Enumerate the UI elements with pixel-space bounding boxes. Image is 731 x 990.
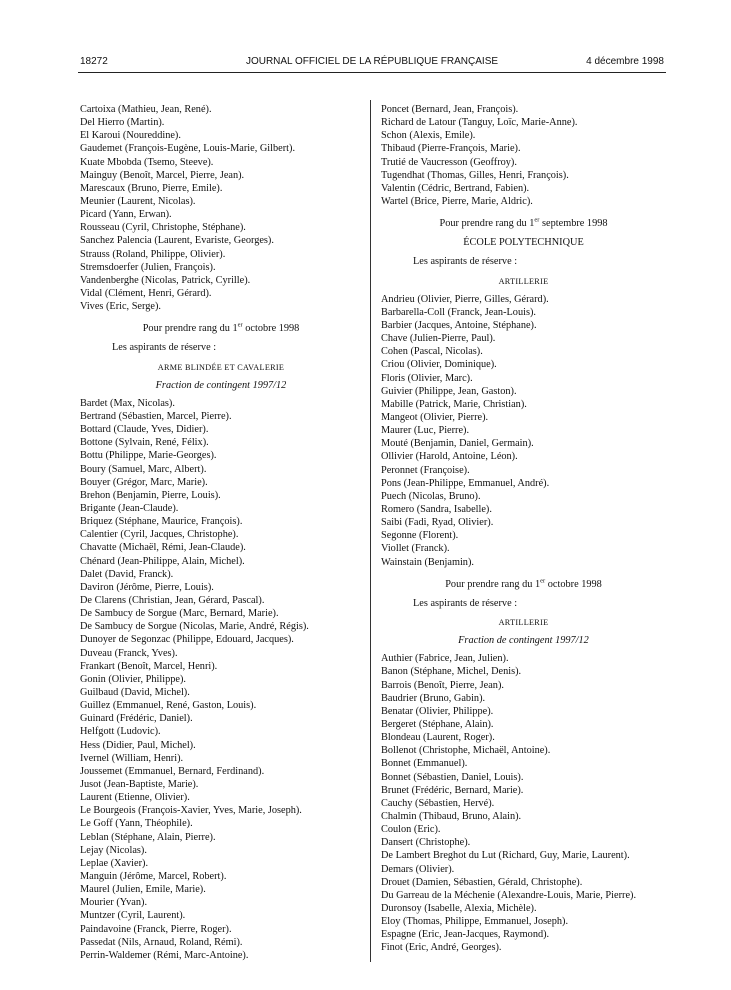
- name-entry: Bergeret (Stéphane, Alain).: [381, 719, 494, 731]
- name-entry: Bertrand (Sébastien, Marcel, Pierre).: [80, 411, 232, 423]
- name-entry: Sanchez Palencia (Laurent, Evariste, Georges).: [80, 235, 274, 247]
- name-entry: Chalmin (Thibaud, Bruno, Alain).: [381, 811, 522, 823]
- name-entry: Duveau (Franck, Yves).: [80, 647, 178, 659]
- category-heading: ARME BLINDÉE ET CAVALERIE: [157, 362, 285, 372]
- name-entry: Wainstain (Benjamin).: [381, 556, 474, 568]
- name-entry: Perrin-Waldemer (Rémi, Marc-Antoine).: [80, 949, 249, 961]
- name-entry: Poncet (Bernard, Jean, François).: [381, 104, 519, 115]
- name-entry: Le Goff (Yann, Théophile).: [80, 818, 193, 830]
- name-entry: El Karoui (Noureddine).: [80, 130, 181, 142]
- name-entry: Helfgott (Ludovic).: [80, 726, 161, 738]
- name-entry: Paindavoine (Franck, Pierre, Roger).: [80, 923, 232, 935]
- name-entry: Ivernel (William, Henri).: [80, 752, 184, 764]
- name-entry: Dunoyer de Segonzac (Philippe, Edouard, Jacques).: [80, 634, 294, 646]
- name-entry: Du Garreau de la Méchenie (Alexandre-Louis, Marie, Pierre).: [381, 889, 637, 901]
- name-entry: Bollenot (Christophe, Michaël, Antoine).: [381, 745, 551, 757]
- name-entry: Bottone (Sylvain, René, Félix).: [80, 437, 209, 449]
- name-entry: Gonin (Olivier, Philippe).: [80, 673, 186, 685]
- name-entry: Mangeot (Olivier, Pierre).: [381, 412, 489, 424]
- name-entry: Daviron (Jérôme, Pierre, Louis).: [80, 581, 214, 593]
- name-entry: Coulon (Eric).: [381, 824, 441, 836]
- name-entry: Bardet (Max, Nicolas).: [80, 397, 175, 409]
- school-heading: ÉCOLE POLYTECHNIQUE: [463, 237, 584, 249]
- name-entry: Passedat (Nils, Arnaud, Roland, Rémi).: [80, 936, 243, 948]
- name-entry: Del Hierro (Martin).: [80, 117, 165, 129]
- category-heading: ARTILLERIE: [498, 276, 549, 286]
- name-entry: Dansert (Christophe).: [381, 837, 471, 849]
- name-entry: Wartel (Brice, Pierre, Marie, Aldric).: [381, 195, 533, 207]
- name-entry: Mainguy (Benoît, Marcel, Pierre, Jean).: [80, 169, 245, 181]
- name-entry: Bottu (Philippe, Marie-Georges).: [80, 450, 217, 462]
- name-entry: Floris (Olivier, Marc).: [381, 372, 473, 384]
- name-entry: Rousseau (Cyril, Christophe, Stéphane).: [80, 222, 246, 234]
- name-entry: Banon (Stéphane, Michel, Denis).: [381, 666, 522, 678]
- name-entry: Schon (Alexis, Emile).: [381, 130, 476, 142]
- name-entry: Chave (Julien-Pierre, Paul).: [381, 333, 496, 345]
- name-entry: Cohen (Pascal, Nicolas).: [381, 346, 483, 358]
- name-list: [381, 293, 666, 569]
- name-entry: Joussemet (Emmanuel, Bernard, Ferdinand).: [80, 765, 265, 777]
- name-entry: Espagne (Eric, Jean-Jacques, Raymond).: [381, 929, 550, 941]
- name-entry: Bonnet (Emmanuel).: [381, 758, 468, 770]
- name-entry: Mabille (Patrick, Marie, Christian).: [381, 398, 527, 410]
- name-entry: Manguin (Jérôme, Marcel, Robert).: [80, 870, 227, 882]
- name-entry: Valentin (Cédric, Bertrand, Fabien).: [381, 182, 530, 194]
- name-entry: Ollivier (Harold, Antoine, Léon).: [381, 451, 518, 463]
- page-header: [80, 56, 664, 72]
- name-entry: Jusot (Jean-Baptiste, Marie).: [80, 778, 199, 790]
- name-entry: De Sambucy de Sorgue (Nicolas, Marie, André, Régis).: [80, 621, 309, 633]
- name-entry: Kuate Mbobda (Tsemo, Steeve).: [80, 156, 214, 168]
- name-entry: Gaudemet (François-Eugène, Louis-Marie, Gilbert).: [80, 143, 296, 155]
- name-list: [80, 397, 362, 962]
- name-entry: Brigante (Jean-Claude).: [80, 503, 179, 514]
- name-entry: Benatar (Olivier, Philippe).: [381, 705, 494, 717]
- name-entry: Bouyer (Grégor, Marc, Marie).: [80, 476, 208, 488]
- name-entry: Vandenberghe (Nicolas, Patrick, Cyrille).: [80, 274, 251, 286]
- name-entry: Leplae (Xavier).: [80, 857, 149, 869]
- name-entry: Peronnet (Françoise).: [381, 464, 470, 476]
- name-entry: Baudrier (Bruno, Gabin).: [381, 692, 486, 704]
- name-entry: Guilbaud (David, Michel).: [80, 686, 190, 698]
- name-entry: Chénard (Jean-Philippe, Alain, Michel).: [80, 555, 245, 567]
- name-entry: Finot (Eric, André, Georges).: [381, 942, 502, 954]
- issue-date: 4 décembre 1998: [586, 56, 664, 67]
- name-entry: Le Bourgeois (François-Xavier, Yves, Marie, Joseph).: [80, 805, 302, 817]
- name-entry: Maurel (Julien, Emile, Marie).: [80, 884, 206, 896]
- aspirants-label: Les aspirants de réserve :: [112, 342, 217, 354]
- rank-heading: Pour prendre rang du 1er octobre 1998: [445, 577, 602, 590]
- name-entry: Bonnet (Sébastien, Daniel, Louis).: [381, 771, 524, 783]
- name-entry: Maurer (Luc, Pierre).: [381, 425, 470, 437]
- name-entry: Duronsoy (Isabelle, Alexia, Michèle).: [381, 903, 537, 914]
- name-entry: Brehon (Benjamin, Pierre, Louis).: [80, 489, 221, 501]
- name-entry: Briquez (Stéphane, Maurice, François).: [80, 516, 243, 528]
- name-entry: Mourier (Yvan).: [80, 897, 148, 909]
- name-entry: Boury (Samuel, Marc, Albert).: [80, 463, 207, 475]
- name-entry: Blondeau (Laurent, Roger).: [381, 732, 495, 744]
- name-entry: Authier (Fabrice, Jean, Julien).: [381, 653, 509, 665]
- name-entry: Viollet (Franck).: [381, 543, 450, 555]
- name-entry: Barbarella-Coll (Franck, Jean-Louis).: [381, 306, 536, 318]
- name-entry: Barbier (Jacques, Antoine, Stéphane).: [381, 320, 537, 332]
- name-entry: Stremsdoerfer (Julien, François).: [80, 261, 216, 273]
- page-number: 18272: [80, 56, 108, 67]
- aspirants-label: Les aspirants de réserve :: [413, 256, 518, 268]
- name-entry: Drouet (Damien, Sébastien, Gérald, Christophe).: [381, 876, 583, 888]
- name-entry: Andrieu (Olivier, Pierre, Gilles, Gérard).: [381, 293, 549, 305]
- name-entry: Chavatte (Michaël, Rémi, Jean-Claude).: [80, 542, 246, 554]
- name-entry: De Clarens (Christian, Jean, Gérard, Pascal).: [80, 594, 265, 606]
- name-entry: De Lambert Breghot du Lut (Richard, Guy, Marie, Laurent).: [381, 850, 630, 862]
- name-entry: Thibaud (Pierre-François, Marie).: [381, 143, 521, 155]
- column-divider: [370, 100, 371, 962]
- aspirants-label: Les aspirants de réserve :: [413, 597, 518, 609]
- name-list: [381, 103, 666, 208]
- name-entry: Strauss (Roland, Philippe, Olivier).: [80, 248, 226, 260]
- name-entry: Guivier (Philippe, Jean, Gaston).: [381, 385, 517, 397]
- name-entry: Vives (Eric, Serge).: [80, 301, 161, 313]
- name-entry: Leblan (Stéphane, Alain, Pierre).: [80, 831, 216, 843]
- rank-heading: Pour prendre rang du 1er octobre 1998: [142, 321, 300, 335]
- name-entry: Cauchy (Sébastien, Hervé).: [381, 797, 495, 809]
- fraction-heading: Fraction de contingent 1997/12: [155, 379, 287, 391]
- left-column: [80, 103, 362, 962]
- name-entry: Dalet (David, Franck).: [80, 568, 174, 580]
- name-entry: Cartoixa (Mathieu, Jean, René).: [80, 104, 212, 115]
- name-entry: Lejay (Nicolas).: [80, 844, 147, 856]
- name-list: [381, 652, 666, 954]
- name-entry: Brunet (Frédéric, Bernard, Marie).: [381, 784, 524, 796]
- name-entry: Calentier (Cyril, Jacques, Christophe).: [80, 529, 239, 541]
- name-entry: De Sambucy de Sorgue (Marc, Bernard, Marie).: [80, 608, 279, 620]
- name-entry: Muntzer (Cyril, Laurent).: [80, 910, 186, 922]
- name-entry: Tugendhat (Thomas, Gilles, Henri, François).: [381, 169, 569, 181]
- name-entry: Eloy (Thomas, Philippe, Emmanuel, Joseph).: [381, 916, 569, 928]
- name-entry: Demars (Olivier).: [381, 863, 455, 875]
- name-entry: Picard (Yann, Erwan).: [80, 209, 172, 221]
- name-entry: Hess (Didier, Paul, Michel).: [80, 739, 196, 751]
- name-entry: Barrois (Benoît, Pierre, Jean).: [381, 679, 504, 691]
- name-entry: Bottard (Claude, Yves, Didier).: [80, 424, 209, 436]
- name-entry: Richard de Latour (Tanguy, Loïc, Marie-Anne).: [381, 117, 578, 129]
- fraction-heading: Fraction de contingent 1997/12: [458, 635, 589, 647]
- name-entry: Marescaux (Bruno, Pierre, Emile).: [80, 182, 223, 194]
- name-entry: Pons (Jean-Philippe, Emmanuel, André).: [381, 477, 550, 489]
- name-list: [80, 103, 362, 313]
- journal-title: JOURNAL OFFICIEL DE LA RÉPUBLIQUE FRANÇAISE: [245, 56, 499, 67]
- name-entry: Laurent (Etienne, Olivier).: [80, 792, 190, 804]
- name-entry: Puech (Nicolas, Bruno).: [381, 490, 481, 502]
- name-entry: Trutié de Vaucresson (Geoffroy).: [381, 156, 517, 168]
- right-column: [381, 103, 666, 955]
- rank-heading: Pour prendre rang du 1er septembre 1998: [439, 216, 608, 230]
- name-entry: Guinard (Frédéric, Daniel).: [80, 713, 193, 725]
- name-entry: Guillez (Emmanuel, René, Gaston, Louis).: [80, 700, 257, 712]
- header-rule: [78, 72, 666, 73]
- name-entry: Vidal (Clément, Henri, Gérard).: [80, 287, 212, 299]
- name-entry: Meunier (Laurent, Nicolas).: [80, 195, 196, 207]
- name-entry: Saibi (Fadi, Ryad, Olivier).: [381, 517, 494, 529]
- name-entry: Segonne (Florent).: [381, 530, 459, 542]
- name-entry: Criou (Olivier, Dominique).: [381, 359, 497, 371]
- name-entry: Romero (Sandra, Isabelle).: [381, 504, 492, 515]
- name-entry: Frankart (Benoît, Marcel, Henri).: [80, 660, 218, 672]
- name-entry: Mouté (Benjamin, Daniel, Germain).: [381, 438, 534, 450]
- category-heading: ARTILLERIE: [498, 618, 549, 628]
